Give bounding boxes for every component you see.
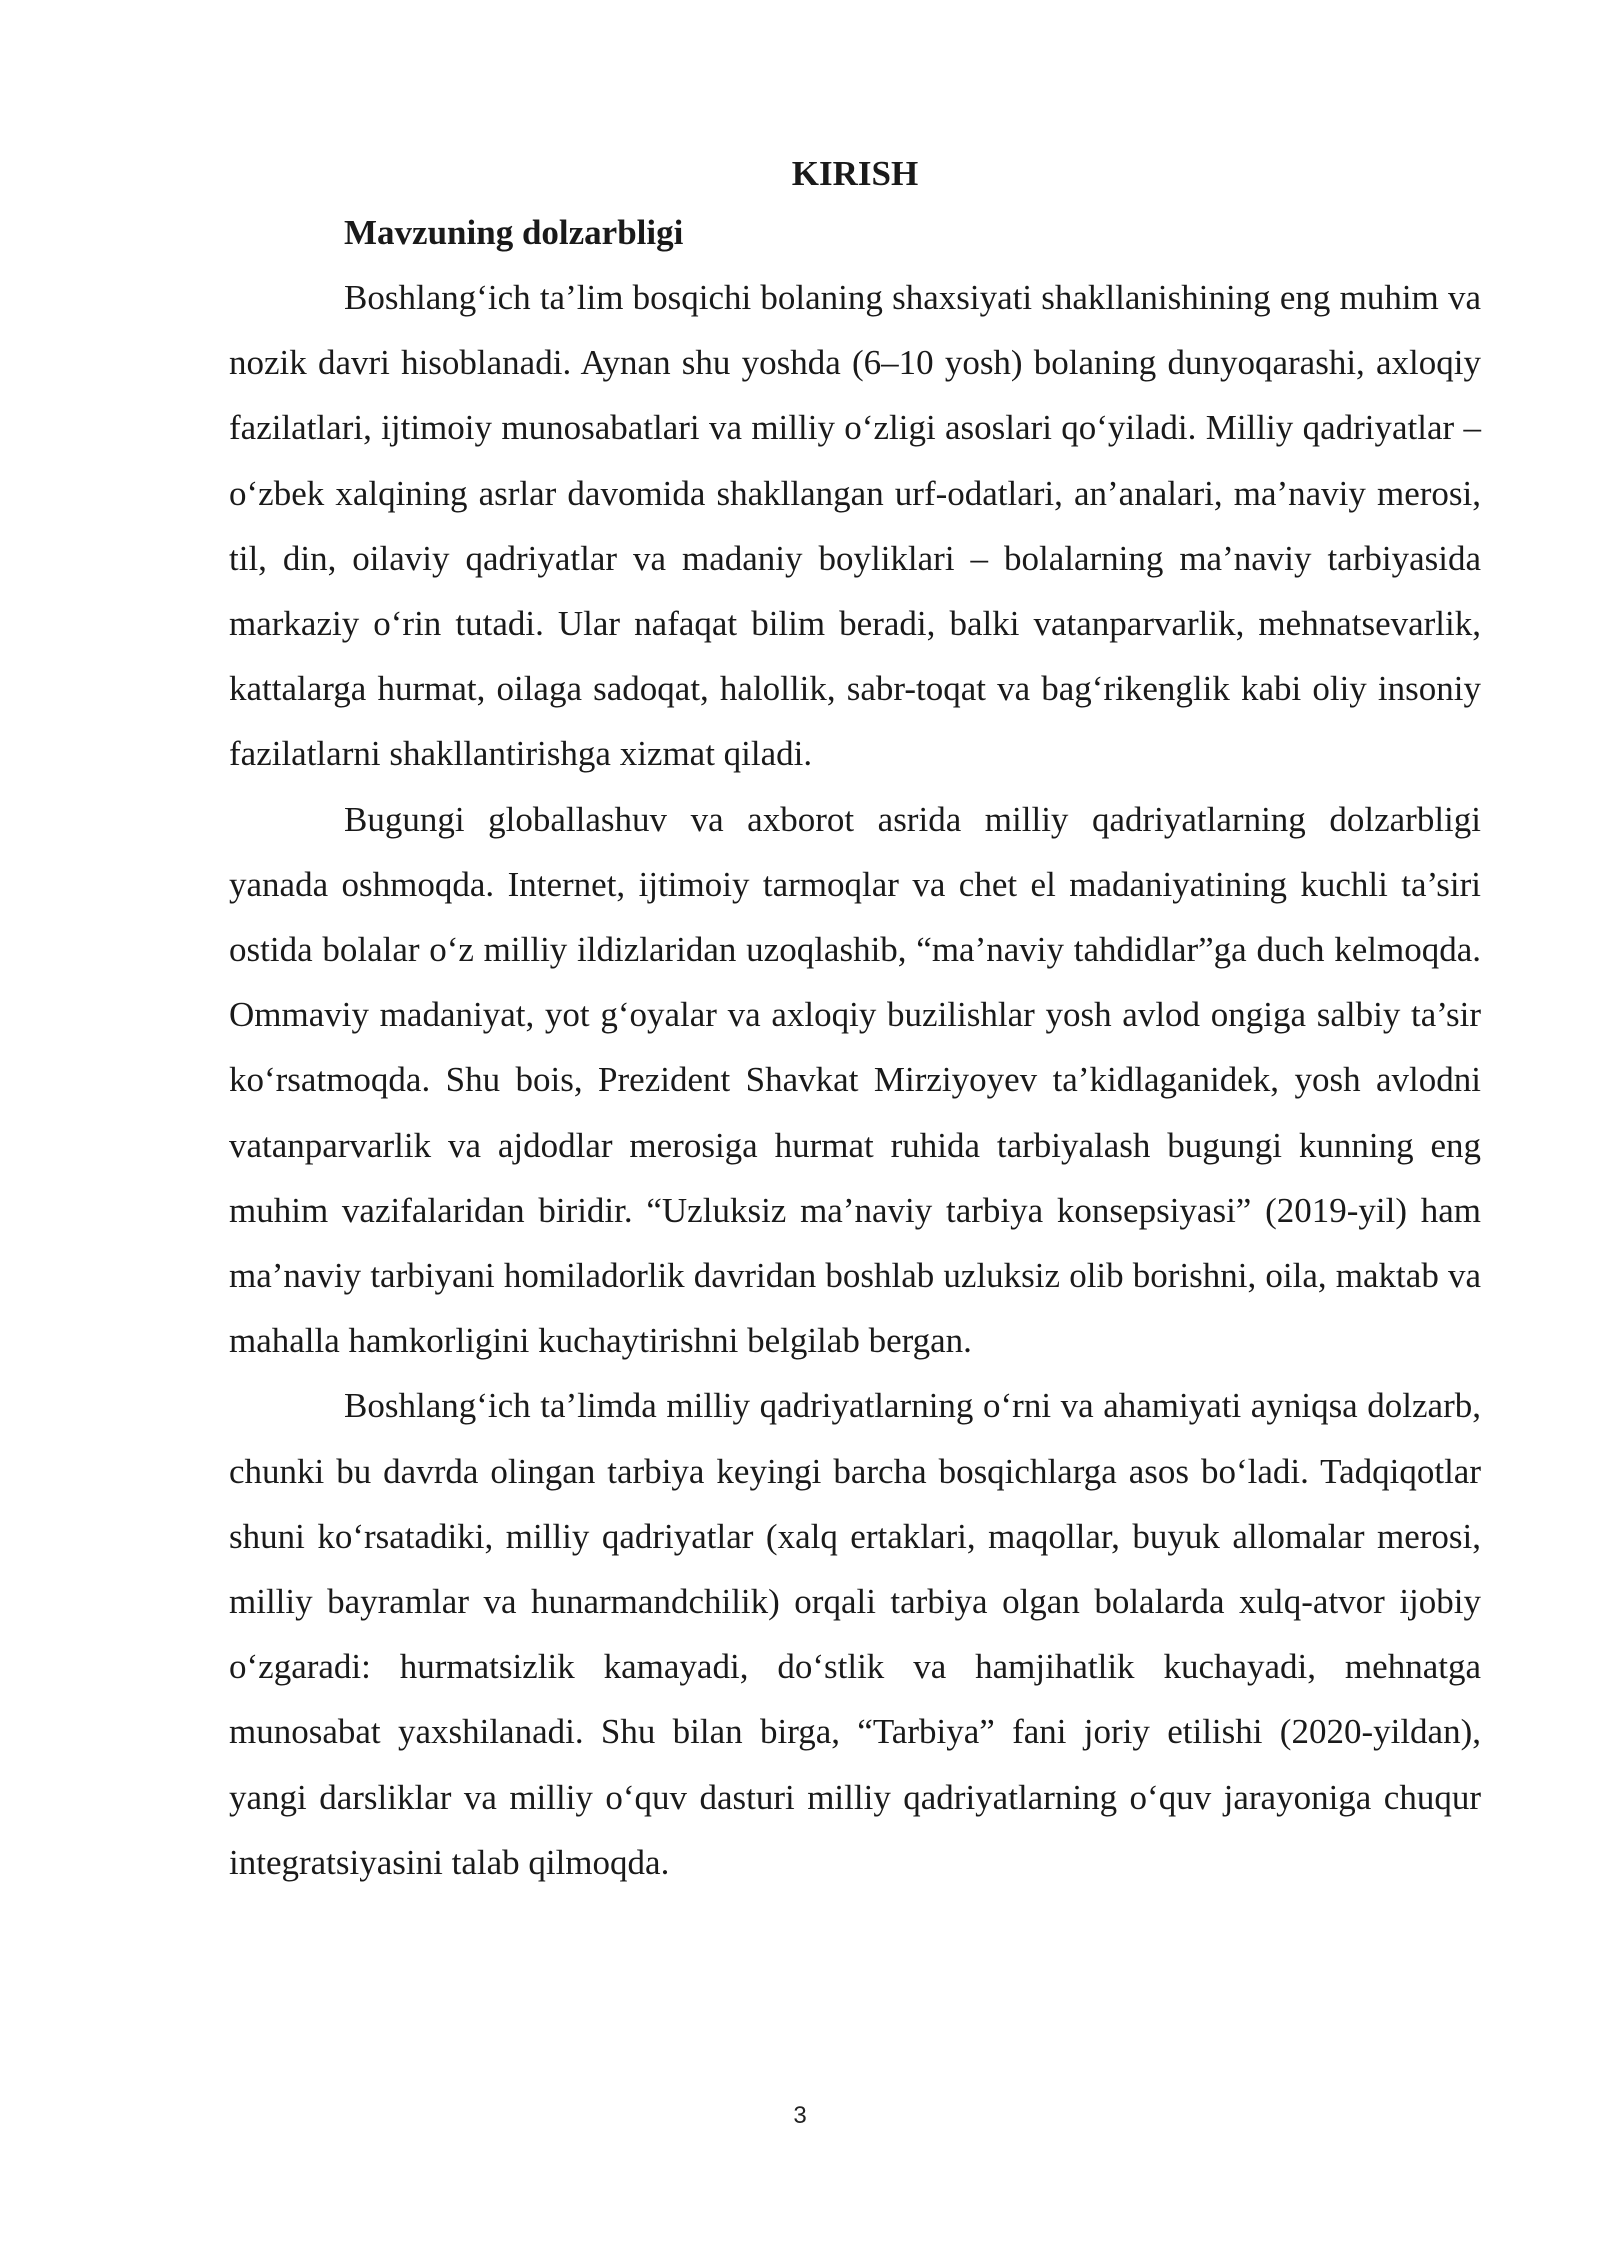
paragraph-2: Bugungi globallashuv va axborot asrida milliy qadriyatlarning dolzarbligi yanada oshmoqda. Internet, ijtimoiy tarmoqlar va chet el madaniyatining kuchli ta’siri ostida bolalar o‘z milliy ildizlaridan uzoqlashib, “ma’naviy tahdidlar”ga duch kelmoqda. Ommaviy madaniyat, yot g‘oyalar va axloqiy buzilishlar yosh avlod ongiga salbiy ta’sir ko‘rsatmoqda. Shu bois, Prezident Shavkat Mirziyoyev ta’kidlaganidek, yosh avlodni vatanparvarlik va ajdodlar merosiga hurmat ruhida tarbiyalash bugungi kunning eng muhim vazifalaridan biridir. “Uzluksiz ma’naviy tarbiya konsepsiyasi” (2019-yil) ham ma’naviy tarbiyani homiladorlik davridan boshlab uzluksiz olib borishni, oila, maktab va mahalla hamkorligini kuchaytirishni belgilab bergan. xyxy=(229,799,1481,1361)
page-content xyxy=(229,148,1481,1895)
section-title: KIRISH xyxy=(791,154,919,193)
section-subtitle: Mavzuning dolzarbligi xyxy=(344,213,684,252)
paragraph-1: Boshlang‘ich ta’lim bosqichi bolaning shaxsiyati shakllanishining eng muhim va nozik davri hisoblanadi. Aynan shu yoshda (6–10 yosh) bolaning dunyoqarashi, axloqiy fazilatlari, ijtimoiy munosabatlari va milliy o‘zligi asoslari qo‘yiladi. Milliy qadriyatlar – o‘zbek xalqining asrlar davomida shakllangan urf-odatlari, an’analari, ma’naviy merosi, til, din, oilaviy qadriyatlar va madaniy boyliklari – bolalarning ma’naviy tarbiyasida markaziy o‘rin tutadi. Ular nafaqat bilim beradi, balki vatanparvarlik, mehnatsevarlik, kattalarga hurmat, oilaga sadoqat, halollik, sabr-toqat va bag‘rikenglik kabi oliy insoniy fazilatlarni shakllantirishga xizmat qiladi. xyxy=(229,278,1481,774)
page-number: 3 xyxy=(793,2102,807,2129)
paragraph-3: Boshlang‘ich ta’limda milliy qadriyatlarning o‘rni va ahamiyati ayniqsa dolzarb, chunki bu davrda olingan tarbiya keyingi barcha bosqichlarga asos bo‘ladi. Tadqiqotlar shuni ko‘rsatadiki, milliy qadriyatlar (xalq ertaklari, maqollar, buyuk allomalar merosi, milliy bayramlar va hunarmandchilik) orqali tarbiya olgan bolalarda xulq-atvor ijobiy o‘zgaradi: hurmatsizlik kamayadi, do‘stlik va hamjihatlik kuchayadi, mehnatga munosabat yaxshilanadi. Shu bilan birga, “Tarbiya” fani joriy etilishi (2020-yildan), yangi darsliklar va milliy o‘quv dasturi milliy qadriyatlarning o‘quv jarayoniga chuqur integratsiyasini talab qilmoqda. xyxy=(229,1386,1481,1882)
